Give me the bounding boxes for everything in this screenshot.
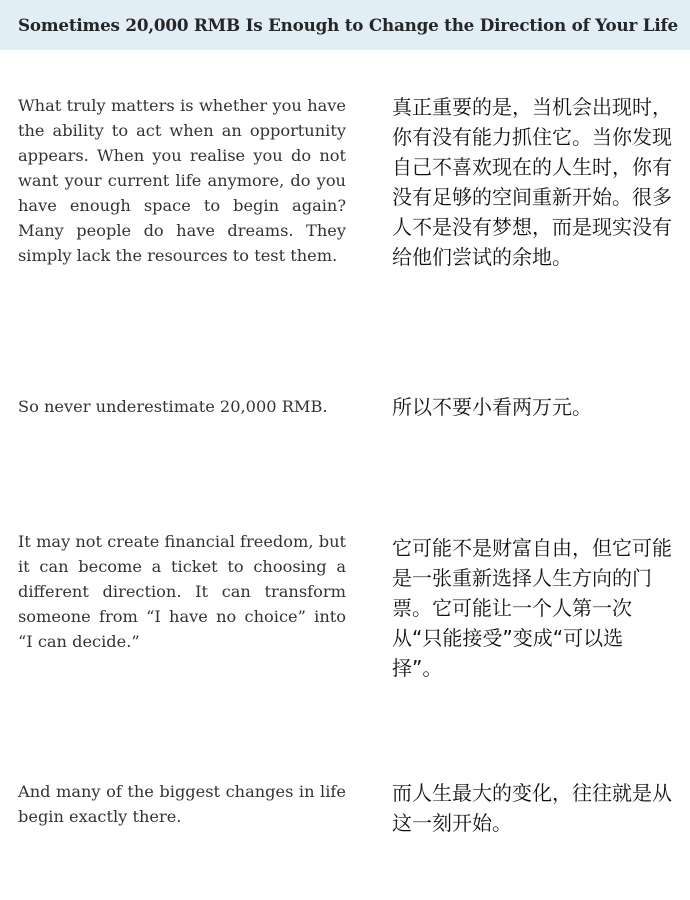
chinese-paragraph-1: 真正重要的是，当机会出现时，你有没有能力抓住它。当你发现自己不喜欢现在的人生时，你有没有足够的空间重新开始。很多人不是没有梦想，而是现实没有给他们尝试的余地。: [392, 95, 672, 269]
page-title: Sometimes 20,000 RMB Is Enough to Change the Direction of Your Life: [18, 15, 678, 35]
title-bar: [0, 0, 690, 50]
chinese-paragraph-2: 所以不要小看两万元。: [392, 395, 592, 419]
chinese-paragraph-4: 而人生最大的变化，往往就是从这一刻开始。: [392, 781, 672, 835]
english-paragraph-1: What truly matters is whether you have the ability to act when an opportunity appears. When you realise you do not want your current life anymore, do you have enough space to begin again? Many people do have dreams. They simply lack the resources to test them.: [18, 96, 346, 265]
english-paragraph-3: It may not create financial freedom, but it can become a ticket to choosing a different direction. It can transform someone from “I have no choice” into “I can decide.”: [18, 532, 346, 651]
english-paragraph-2: So never underestimate 20,000 RMB.: [18, 397, 328, 416]
chinese-paragraph-3: 它可能不是财富自由，但它可能是一张重新选择人生方向的门票。它可能让一个人第一次从“只能接受”变成“可以选择”。: [392, 536, 672, 680]
english-paragraph-4: And many of the biggest changes in life begin exactly there.: [18, 782, 346, 826]
